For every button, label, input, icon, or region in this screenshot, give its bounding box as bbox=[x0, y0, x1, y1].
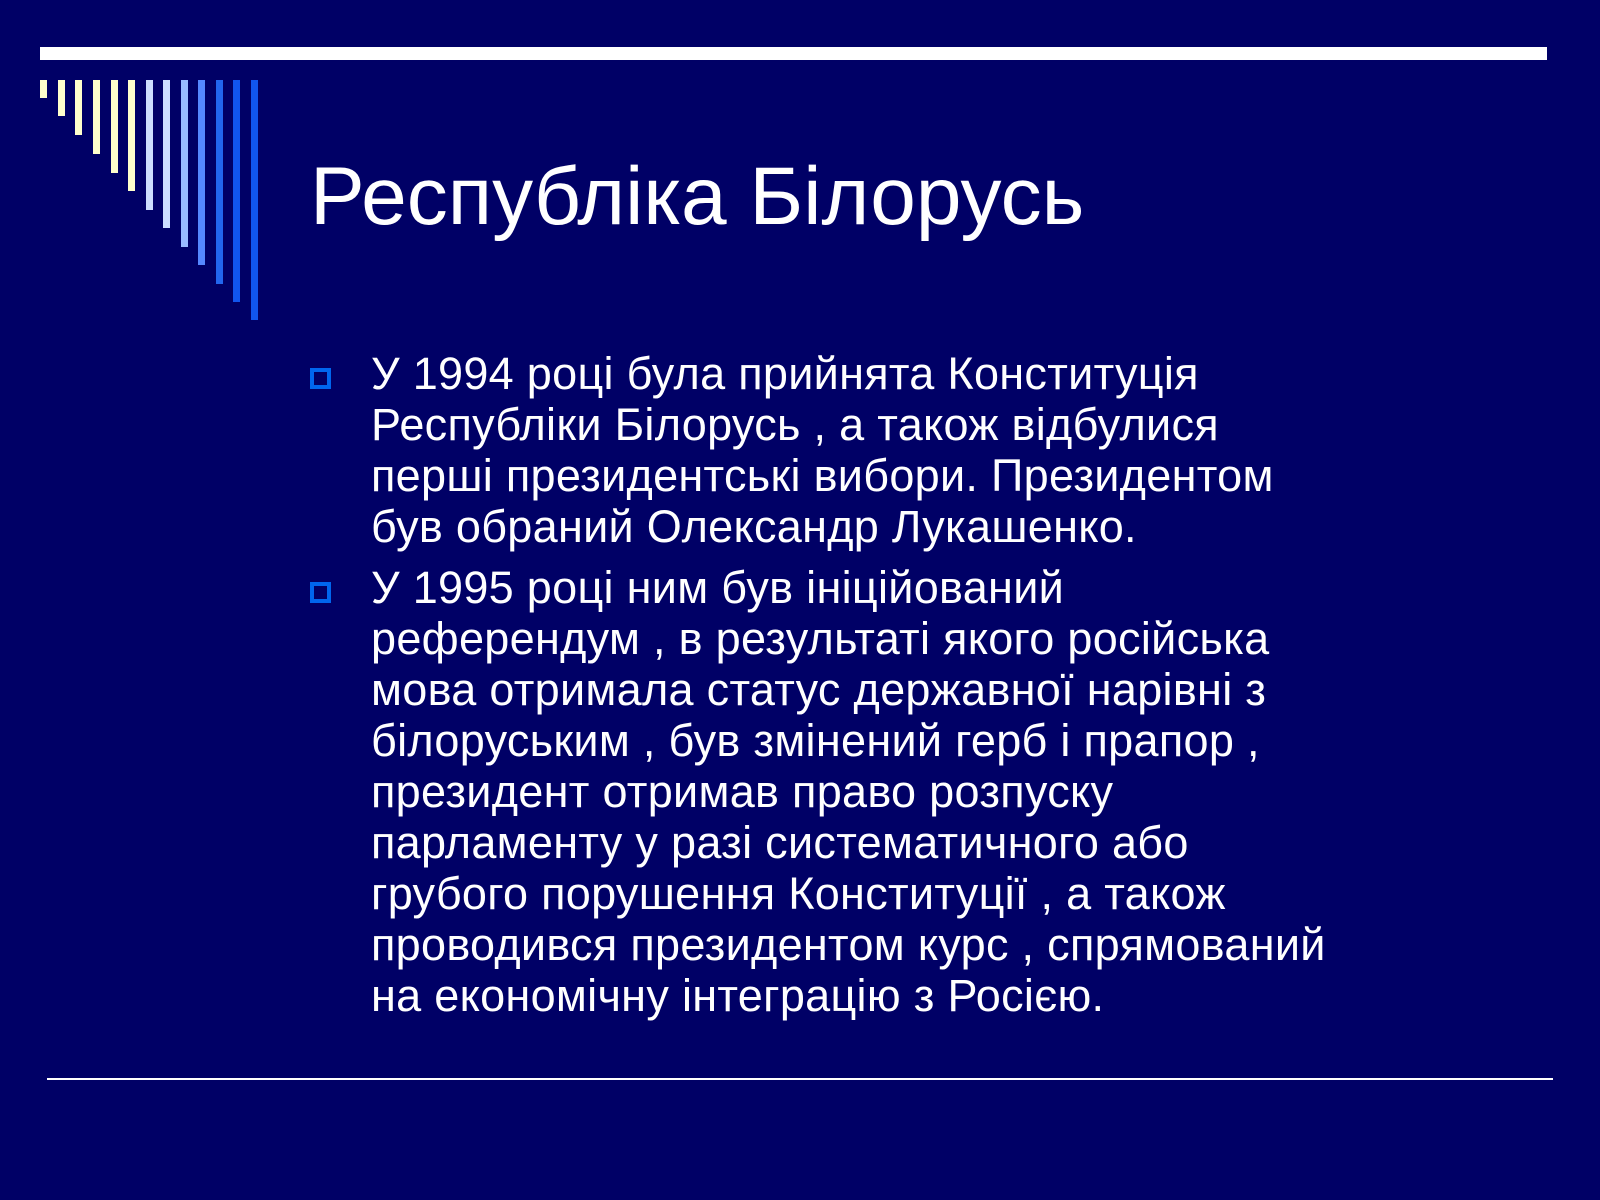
bullet-item bbox=[310, 348, 1520, 552]
bullet-text-line: грубого порушення Конституції , а також bbox=[371, 868, 1226, 919]
decorative-stripe bbox=[58, 80, 65, 116]
bullet-text-line: мова отримала статус державної нарівні з bbox=[371, 664, 1267, 715]
bullet-text-line: проводився президентом курс , спрямований bbox=[371, 919, 1326, 970]
bullet-text-line: Республіки Білорусь , а також відбулися bbox=[371, 399, 1219, 450]
decorative-stripe bbox=[40, 80, 47, 98]
bullet-text-line: референдум , в результаті якого російська bbox=[371, 613, 1270, 664]
decorative-stripe bbox=[128, 80, 135, 191]
slide-title: Республіка Білорусь bbox=[310, 151, 1085, 242]
decorative-stripe bbox=[111, 80, 118, 173]
bullet-text-line: перші президентські вибори. Президентом bbox=[371, 450, 1274, 501]
bullet-text-line: парламенту у разі систематичного або bbox=[371, 817, 1189, 868]
bullet-text-line: У 1994 році була прийнята Конституція bbox=[371, 348, 1199, 399]
decorative-stripe bbox=[251, 80, 258, 320]
hollow-square-bullet-icon bbox=[310, 582, 331, 603]
decorative-stripe bbox=[198, 80, 205, 265]
bullet-text-line: на економічну інтеграцію з Росією. bbox=[371, 970, 1105, 1021]
decorative-stripe bbox=[163, 80, 170, 228]
hollow-square-bullet-icon bbox=[310, 368, 331, 389]
bullet-text-line: У 1995 році ним був ініційований bbox=[371, 562, 1065, 613]
decorative-stripe bbox=[181, 80, 188, 247]
decorative-stripe bbox=[75, 80, 82, 135]
bullet-text-line: був обраний Олександр Лукашенко. bbox=[371, 501, 1137, 552]
decorative-stripe bbox=[146, 80, 153, 210]
bottom-divider-line bbox=[47, 1078, 1553, 1080]
bullet-list bbox=[310, 348, 1520, 1031]
decorative-stripe bbox=[233, 80, 240, 302]
decorative-stripe bbox=[216, 80, 223, 284]
bullet-text-line: президент отримав право розпуску bbox=[371, 766, 1114, 817]
bullet-text-line: білоруським , був змінений герб і прапор , bbox=[371, 715, 1260, 766]
top-divider-line bbox=[40, 47, 1547, 60]
bullet-item bbox=[310, 562, 1520, 1021]
decorative-stripe bbox=[93, 80, 100, 154]
